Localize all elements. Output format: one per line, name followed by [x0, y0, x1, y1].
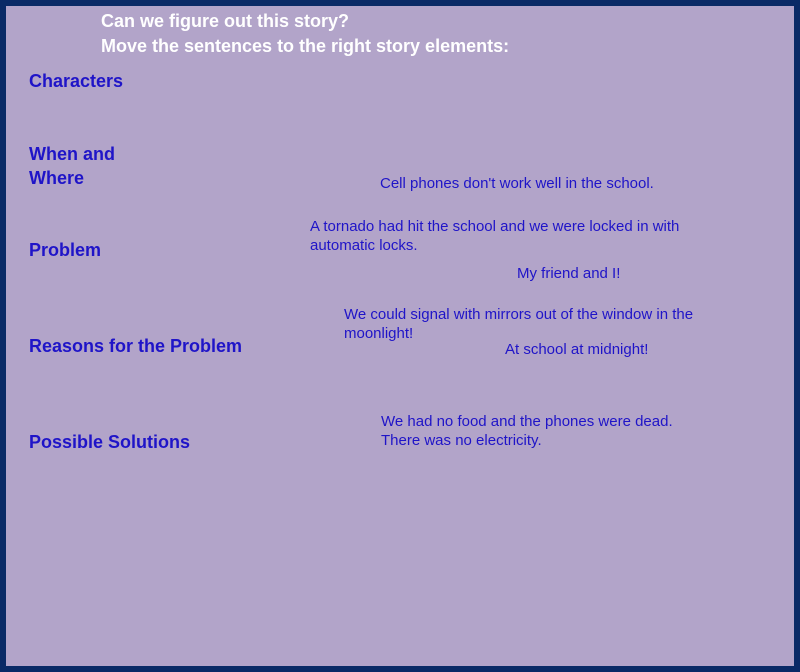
sentence-no-food[interactable]	[381, 412, 673, 450]
title-line-1: Can we figure out this story?	[101, 11, 350, 31]
sentence-tornado-line-2: automatic locks.	[310, 237, 418, 254]
category-problem: Problem	[29, 240, 102, 260]
category-when-where-line-2: Where	[29, 168, 85, 188]
category-solutions: Possible Solutions	[29, 432, 191, 452]
sentence-tornado[interactable]	[310, 217, 679, 255]
category-when-where	[29, 142, 115, 190]
category-reasons: Reasons for the Problem	[29, 336, 243, 356]
sentence-no-food-line-1: We had no food and the phones were dead.	[381, 413, 673, 430]
sentence-signal-mirrors[interactable]	[344, 305, 693, 343]
sentence-tornado-line-1: A tornado had hit the school and we were locked in with	[310, 218, 680, 235]
category-when-where-line-1: When and	[29, 144, 115, 164]
sentence-my-friend[interactable]: My friend and I!	[517, 265, 621, 282]
slide-canvas	[6, 6, 794, 666]
sentence-signal-line-2: moonlight!	[344, 325, 414, 342]
sentence-signal-line-1: We could signal with mirrors out of the window in the	[344, 306, 694, 323]
sentence-cell-phones[interactable]: Cell phones don't work well in the school.	[380, 175, 654, 192]
sentence-no-food-line-2: There was no electricity.	[381, 432, 542, 449]
instructions-title	[101, 9, 509, 59]
title-line-2: Move the sentences to the right story elements:	[101, 36, 510, 56]
sentence-midnight[interactable]: At school at midnight!	[505, 341, 649, 358]
category-characters: Characters	[29, 71, 124, 91]
